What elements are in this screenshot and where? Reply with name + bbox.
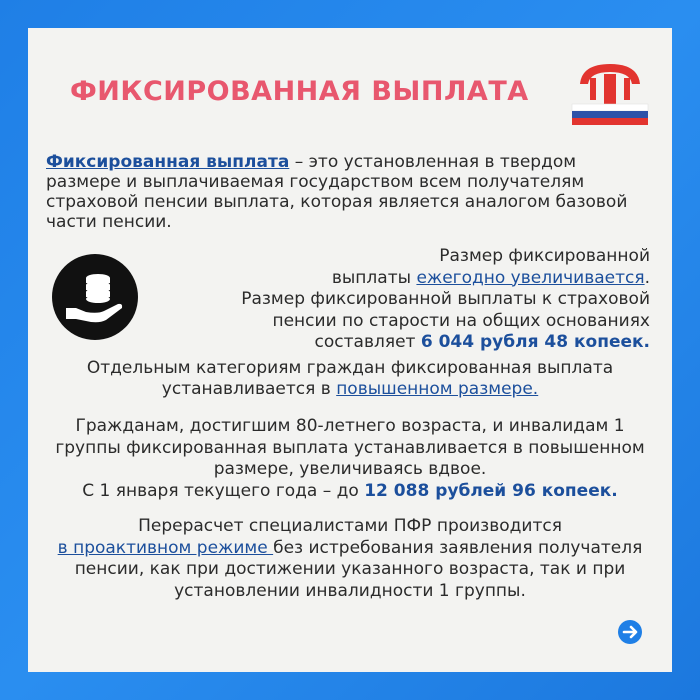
increase-line1: Размер фиксированной (439, 246, 650, 266)
page-title: ФИКСИРОВАННАЯ ВЫПЛАТА (70, 76, 529, 107)
intro-paragraph (46, 152, 646, 232)
elderly-text: Гражданам, достигшим 80-летнего возраста, и инвалидам 1 группы фиксированная выплата устанавливается в повышенном размере, увеличиваясь вдвое. (55, 416, 645, 479)
recalc-paragraph (48, 516, 652, 602)
categories-text: Отдельным категориям граждан фиксированная выплата устанавливается в (86, 358, 614, 399)
categories-paragraph (48, 358, 652, 400)
term-link[interactable]: Фиксированная выплата (46, 152, 290, 172)
next-button[interactable] (618, 620, 642, 644)
increase-line2-prefix: выплаты (331, 267, 417, 288)
pfr-logo-icon (568, 60, 652, 130)
info-card (28, 28, 672, 672)
arrow-right-icon (618, 620, 642, 644)
annual-increase-link[interactable]: ежегодно увеличивается (416, 267, 645, 288)
elderly-line2: С 1 января текущего года – до (82, 480, 365, 501)
elderly-paragraph (48, 416, 652, 502)
increased-size-link[interactable]: повышенном размере. (336, 379, 539, 399)
increase-line3: Размер фиксированной выплаты к страховой пенсии по старости на общих основаниях составляет (241, 289, 650, 352)
recalc-text: без истребования заявления получателя пенсии, как при достижении указанного возраста, так и при установлении инвалидности 1 группы. (74, 537, 643, 601)
doubled-amount: 12 088 рублей 96 копеек. (364, 480, 618, 501)
increase-line2-suffix: . (644, 267, 650, 288)
fixed-amount: 6 044 рубля 48 копеек. (420, 332, 650, 352)
increase-paragraph (188, 246, 650, 354)
coins-hand-icon (52, 254, 138, 340)
proactive-mode-link[interactable]: в проактивном режиме (57, 537, 274, 558)
intro-text: – это установленная в твердом размере и выплачиваемая государством всем получателям страховой пенсии выплата, которая является аналогом базовой части пенсии. (46, 152, 628, 232)
recalc-line1: Перерасчет специалистами ПФР производится (138, 516, 562, 536)
